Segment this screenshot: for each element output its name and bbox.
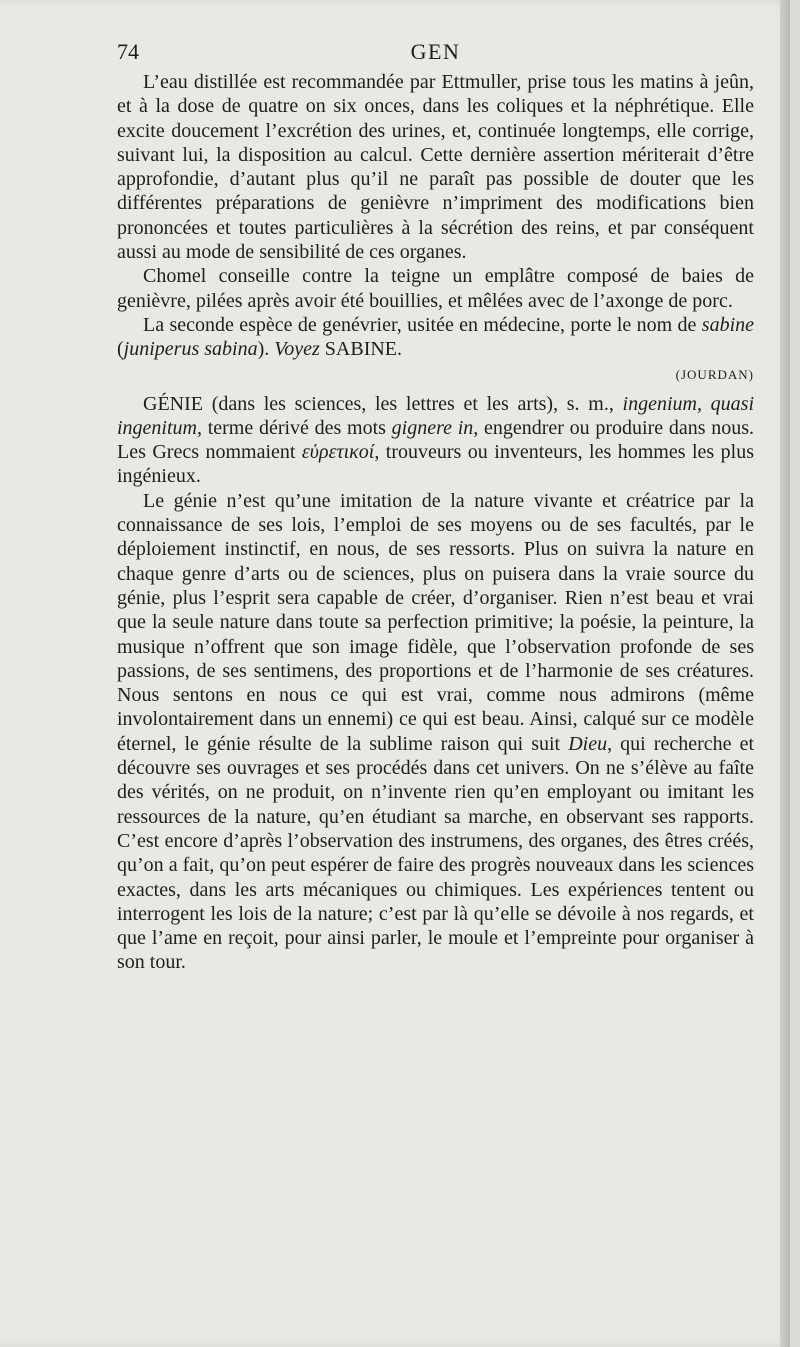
definition-text-d: , trouveurs ou inventeurs, les hommes les plus ingénieux.	[117, 441, 754, 488]
text-block	[117, 40, 754, 975]
definition-text-c: , engendrer ou produire dans nous. Les Grecs nommaient	[117, 416, 754, 464]
sabine-text: La seconde espèce de genévrier, usitée en médecine, porte le nom de	[143, 313, 697, 336]
definition-text-a: (dans les sciences, les lettres et les arts), s. m.,	[211, 392, 614, 415]
definition-text-b: , terme dérivé des mots	[197, 416, 386, 439]
sabine-latin: juniperus sabina	[123, 338, 258, 361]
latin-gignere: gignere in	[391, 416, 474, 439]
page-number: 74	[117, 39, 139, 64]
page-header	[117, 40, 754, 70]
greek-term: εὑρετικοί	[301, 441, 375, 464]
paragraph-ettmuller: L’eau distillée est recommandée par Ettmuller, prise tous les matins à jeûn, et à la dose de quatre on six onces, dans les coliques et la néphrétique. Elle excite doucement l’excrétion des urines, et, continuée longtemps, elle corrige, suivant lui, la disposition au calcul. Cette dernière assertion mériterait d’être approfondie, d’autant plus qu’il ne paraît pas possible de douter que les différentes préparations de genièvre n’impriment des modifications bien prononcées et toutes particulières à la sécrétion des reins, et par conséquent aussi au mode de sensibilité de ces organes.	[117, 71, 754, 264]
running-head: GEN	[410, 39, 461, 64]
sabine-paren-open: (	[117, 338, 124, 361]
sabine-paren-close: ).	[257, 338, 270, 361]
paragraph-chomel: Chomel conseille contre la teigne un emplâtre composé de baies de genièvre, pilées après avoir été bouillies, et mêlées avec de l’axonge de porc.	[117, 265, 754, 312]
latin-etymology: ingenium, quasi ingenitum	[117, 392, 755, 439]
page-edge	[780, 0, 790, 1347]
voyez-label: Voyez	[274, 338, 320, 361]
paragraph-genie-nature	[117, 489, 754, 975]
author-signature: (JOURDAN)	[675, 366, 754, 382]
paragraph-sabine	[117, 313, 754, 362]
entry-headword: GÉNIE	[143, 392, 203, 415]
dieu-term: Dieu	[568, 732, 608, 755]
cross-reference-sabine: SABINE.	[324, 338, 403, 361]
sabine-term: sabine	[701, 313, 754, 336]
nature-text-b: , qui recherche et découvre ses ouvrages et ses procédés dans cet univers. On ne s’élève au faîte des vérités, on ne produit, on n’invente rien qu’en employant ou imitant les ressources de la nature, qu’en étudiant sa marche, en observant ses rapports. C’est encore d’après l’observation des instrumens, des organes, des êtres créés, qu’on a fait, qu’on peut espérer de faire des progrès nouveaux dans les sciences exactes, dans les arts mécaniques ou chimiques. Les expériences tentent ou interrogent les lois de la nature; c’est par là qu’elle se dévoile à nos regards, et que l’ame en reçoit, pour ainsi parler, le moule et l’empreinte pour organiser à son tour.	[117, 732, 754, 974]
paragraph-genie-definition	[117, 392, 754, 489]
nature-text-a: Le génie n’est qu’une imitation de la nature vivante et créatrice par la connaissance de ses lois, l’emploi de ses moyens ou de ses facultés, par le déploiement instinctif, en nous, de ses ressorts. Plus on suivra la nature en chaque genre d’arts ou de sciences, plus on puisera dans la vraie source du génie, plus l’esprit sera capable de créer, d’organiser. Rien n’est beau et vrai que la seule nature dans toute sa perfection primitive; la poésie, la peinture, la musique n’offrent que son image fidèle, que l’observation profonde de ses passions, de ses sentimens, des proportions et de l’harmonie de ses créatures. Nous sentons en nous ce qui est vrai, comme nous admirons (même involontairement dans un ennemi) ce qui est beau. Ainsi, calqué sur ce modèle éternel, le génie résulte de la sublime raison qui suit	[117, 489, 754, 755]
